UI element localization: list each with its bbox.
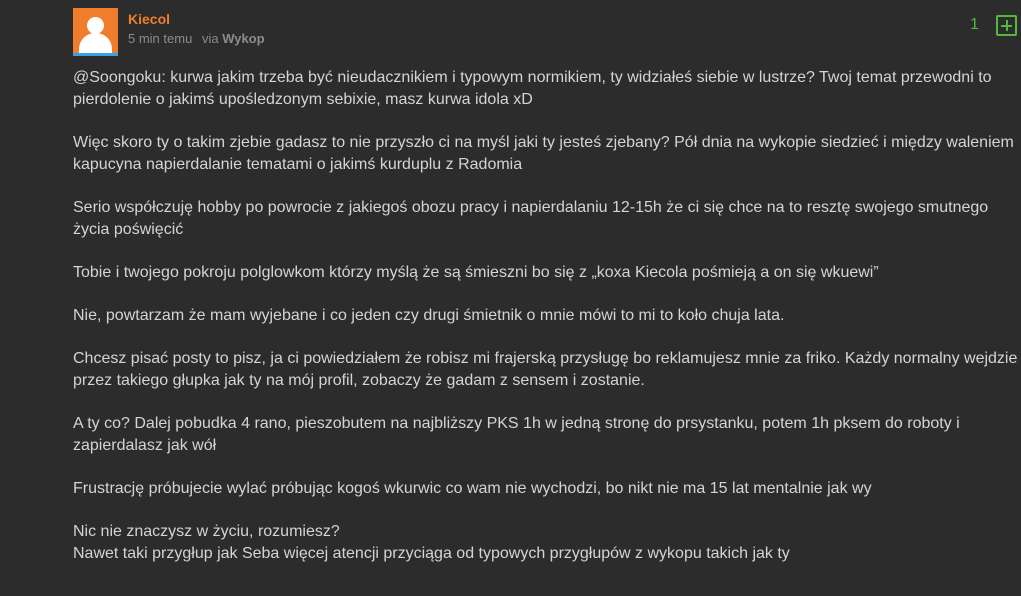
via-label: via [201, 31, 219, 46]
comment-paragraph: Tobie i twojego pokroju polglowkom którzy myślą że są śmieszni bo się z „koxa Kiecola pośmieją a on się wkuewi” [73, 264, 879, 281]
comment-line: Nic nie znaczysz w życiu, rozumiesz? [73, 523, 340, 540]
avatar-body [79, 33, 112, 53]
comment-line: Nawet taki przygłup jak Seba więcej atencji przyciąga od typowych przygłupów z wykopu takich jak ty [73, 545, 790, 562]
comment-paragraph: Chcesz pisać posty to pisz, ja ci powiedziałem że robisz mi frajerską przysługę bo reklamujesz mnie za friko. Każdy normalny wejdzie przez takiego głupka jak ty na mój profil, zobaczy że gadam z sensem i zostanie. [73, 350, 1018, 389]
comment-time: 5 min temu [128, 31, 193, 46]
user-avatar-icon[interactable] [73, 8, 118, 53]
vote-count: 1 [970, 16, 979, 33]
comment-meta [128, 31, 265, 46]
comment-paragraph [73, 521, 1018, 565]
avatar-head [87, 17, 104, 34]
plus-square-icon[interactable] [996, 15, 1017, 36]
comment-paragraph: Serio współczuję hobby po powrocie z jakiegoś obozu pracy i napierdalaniu 12-15h że ci się chce na to resztę swojego smutnego życia poświęcić [73, 199, 989, 238]
comment-paragraph: Więc skoro ty o takim zjebie gadasz to nie przyszło ci na myśl jaki ty jesteś zjebany? Pół dnia na wykopie siedzieć i między waleniem kapucyna napierdalanie tematami o jakimś kurduplu z Radomia [73, 134, 1014, 173]
comment-paragraph: @Soongoku: kurwa jakim trzeba być nieudacznikiem i typowym normikiem, ty widziałeś siebie w lustrze? Twoj temat przewodni to pierdolenie o jakimś upośledzonym sebixie, masz kurwa idola xD [73, 69, 992, 108]
comment-paragraph: Frustrację próbujecie wylać próbując kogoś wkurwic co wam nie wychodzi, bo nikt nie ma 15 lat mentalnie jak wy [73, 480, 872, 497]
comment-body [73, 67, 1018, 586]
avatar-gender-bar [73, 53, 118, 56]
author-name[interactable]: Kiecol [128, 11, 171, 27]
user-mention-link[interactable]: @Soongoku [73, 69, 162, 86]
comment-paragraph: Nie, powtarzam że mam wyjebane i co jeden czy drugi śmietnik o mnie mówi to mi to koło chuja lata. [73, 307, 785, 324]
source-link[interactable]: Wykop [222, 31, 265, 46]
comment-paragraph: A ty co? Dalej pobudka 4 rano, pieszobutem na najbliższy PKS 1h w jedną stronę do prsystanku, potem 1h pksem do roboty i zapierdalasz jak wół [73, 415, 960, 454]
